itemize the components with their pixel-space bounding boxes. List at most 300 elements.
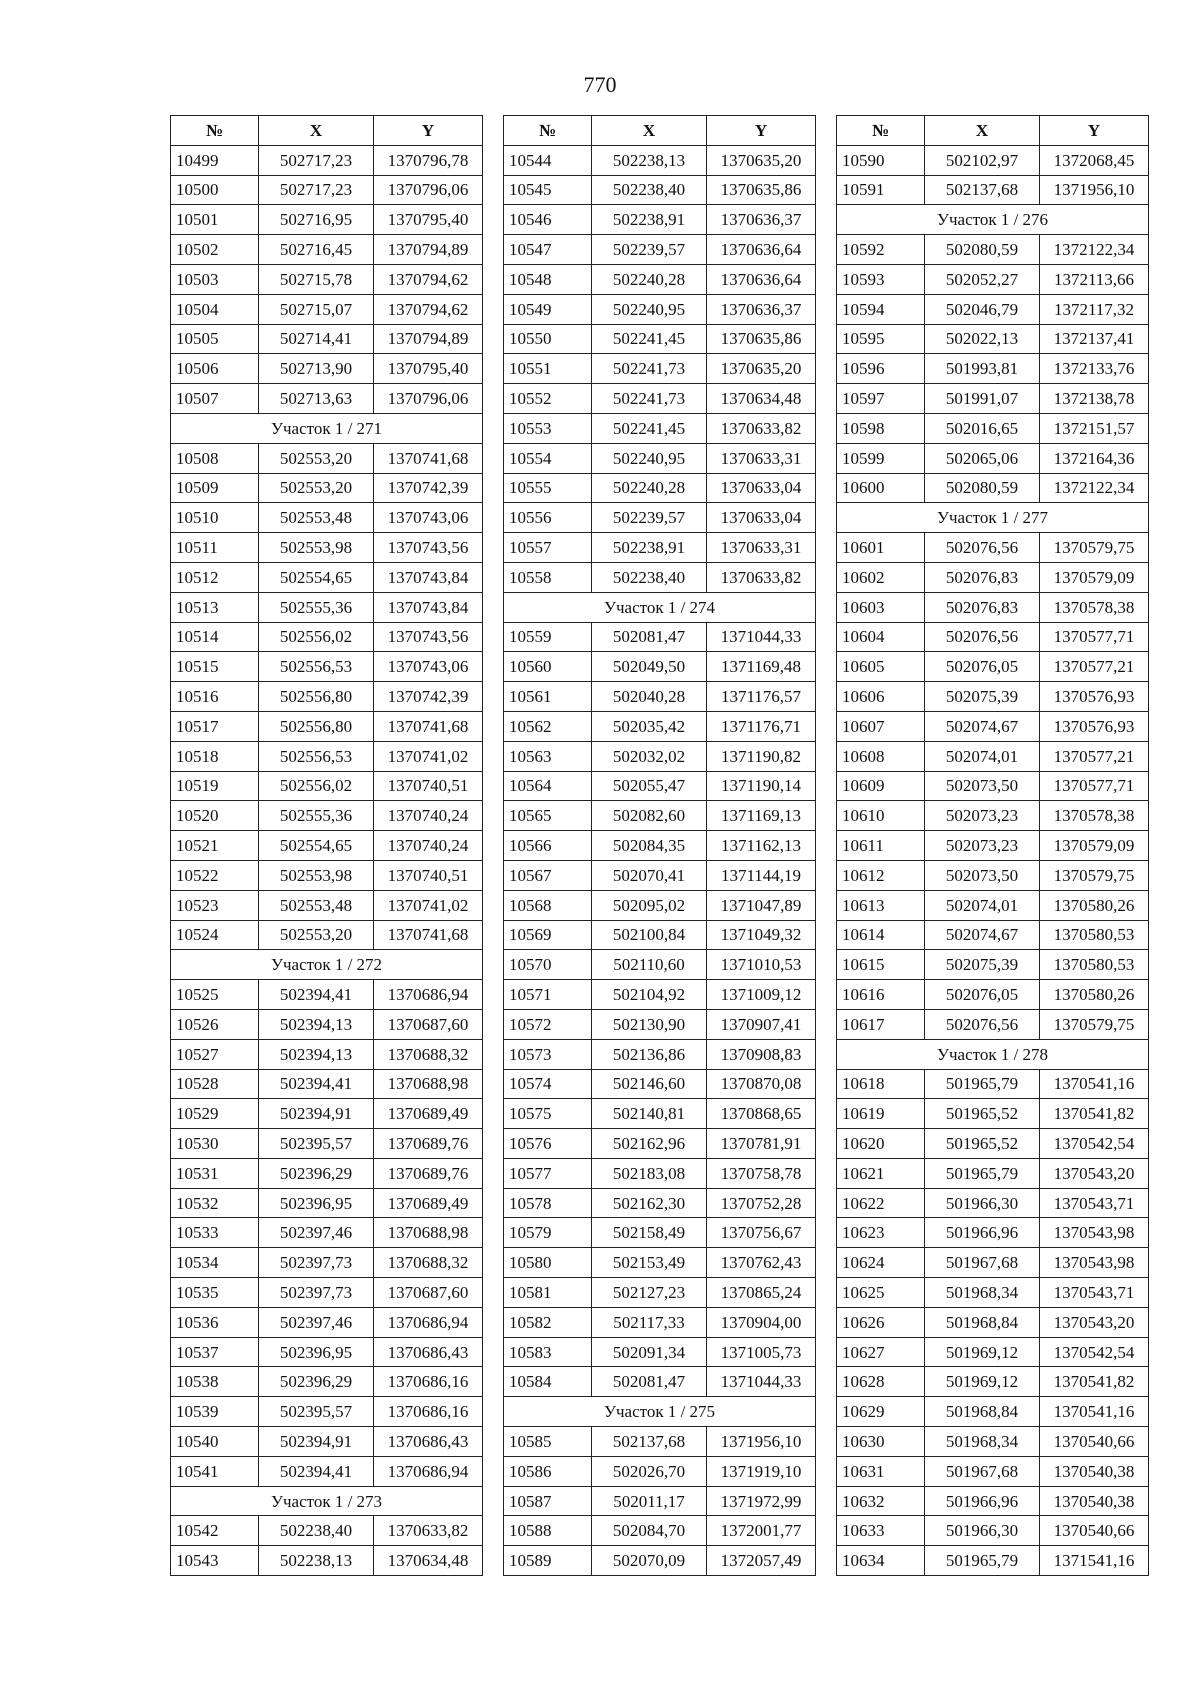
y-coordinate: 1370633,04 bbox=[707, 473, 816, 503]
x-coordinate: 502240,28 bbox=[592, 264, 707, 294]
point-number: 10569 bbox=[504, 920, 592, 950]
table-row bbox=[171, 920, 483, 950]
y-coordinate: 1372122,34 bbox=[1040, 473, 1149, 503]
point-number: 10571 bbox=[504, 980, 592, 1010]
table-row bbox=[171, 1129, 483, 1159]
x-coordinate: 501966,30 bbox=[925, 1188, 1040, 1218]
table-row bbox=[837, 801, 1149, 831]
x-coordinate: 502553,20 bbox=[259, 920, 374, 950]
table-row bbox=[171, 1546, 483, 1576]
y-coordinate: 1370635,20 bbox=[707, 145, 816, 175]
table-row bbox=[171, 622, 483, 652]
x-coordinate: 502238,40 bbox=[592, 562, 707, 592]
table-row bbox=[837, 1427, 1149, 1457]
y-coordinate: 1371919,10 bbox=[707, 1456, 816, 1486]
y-coordinate: 1371162,13 bbox=[707, 831, 816, 861]
y-coordinate: 1370756,67 bbox=[707, 1218, 816, 1248]
point-number: 10601 bbox=[837, 533, 925, 563]
point-number: 10582 bbox=[504, 1307, 592, 1337]
table-row bbox=[171, 175, 483, 205]
x-coordinate: 502238,40 bbox=[592, 175, 707, 205]
point-number: 10619 bbox=[837, 1099, 925, 1129]
table-row bbox=[504, 1456, 816, 1486]
y-coordinate: 1370688,32 bbox=[374, 1039, 483, 1069]
point-number: 10530 bbox=[171, 1129, 259, 1159]
table-row bbox=[171, 1009, 483, 1039]
y-coordinate: 1370686,94 bbox=[374, 980, 483, 1010]
point-number: 10607 bbox=[837, 711, 925, 741]
table-row bbox=[504, 1307, 816, 1337]
x-coordinate: 502394,13 bbox=[259, 1009, 374, 1039]
x-coordinate: 502394,41 bbox=[259, 1069, 374, 1099]
point-number: 10589 bbox=[504, 1546, 592, 1576]
x-coordinate: 502396,95 bbox=[259, 1188, 374, 1218]
y-coordinate: 1370580,26 bbox=[1040, 890, 1149, 920]
table-row bbox=[171, 1397, 483, 1427]
section-title: Участок 1 / 271 bbox=[171, 413, 483, 443]
y-coordinate: 1370689,49 bbox=[374, 1099, 483, 1129]
table-row bbox=[171, 1218, 483, 1248]
table-row bbox=[504, 890, 816, 920]
y-coordinate: 1370781,91 bbox=[707, 1129, 816, 1159]
x-coordinate: 501965,79 bbox=[925, 1158, 1040, 1188]
point-number: 10548 bbox=[504, 264, 592, 294]
y-coordinate: 1370580,26 bbox=[1040, 980, 1149, 1010]
y-coordinate: 1370740,24 bbox=[374, 801, 483, 831]
y-coordinate: 1370686,16 bbox=[374, 1397, 483, 1427]
x-coordinate: 502080,59 bbox=[925, 473, 1040, 503]
point-number: 10568 bbox=[504, 890, 592, 920]
y-coordinate: 1370540,66 bbox=[1040, 1516, 1149, 1546]
x-coordinate: 502240,95 bbox=[592, 294, 707, 324]
table-row bbox=[504, 652, 816, 682]
table-row bbox=[837, 1188, 1149, 1218]
y-coordinate: 1370686,16 bbox=[374, 1367, 483, 1397]
x-coordinate: 502074,01 bbox=[925, 890, 1040, 920]
point-number: 10622 bbox=[837, 1188, 925, 1218]
table-row bbox=[504, 771, 816, 801]
table-row bbox=[837, 1129, 1149, 1159]
y-coordinate: 1372137,41 bbox=[1040, 324, 1149, 354]
point-number: 10563 bbox=[504, 741, 592, 771]
point-number: 10532 bbox=[171, 1188, 259, 1218]
y-coordinate: 1372068,45 bbox=[1040, 145, 1149, 175]
point-number: 10579 bbox=[504, 1218, 592, 1248]
x-coordinate: 502397,46 bbox=[259, 1218, 374, 1248]
section-row bbox=[837, 1039, 1149, 1069]
y-coordinate: 1370794,62 bbox=[374, 294, 483, 324]
table-header bbox=[837, 116, 1149, 146]
table-row bbox=[171, 652, 483, 682]
x-coordinate: 502104,92 bbox=[592, 980, 707, 1010]
x-coordinate: 502553,20 bbox=[259, 443, 374, 473]
point-number: 10559 bbox=[504, 622, 592, 652]
table-row bbox=[504, 1546, 816, 1576]
table-row bbox=[504, 622, 816, 652]
table-row bbox=[504, 384, 816, 414]
x-coordinate: 502055,47 bbox=[592, 771, 707, 801]
y-coordinate: 1370579,09 bbox=[1040, 831, 1149, 861]
table-row bbox=[504, 443, 816, 473]
x-coordinate: 502394,41 bbox=[259, 980, 374, 1010]
x-coordinate: 502117,33 bbox=[592, 1307, 707, 1337]
x-coordinate: 502130,90 bbox=[592, 1009, 707, 1039]
point-number: 10585 bbox=[504, 1427, 592, 1457]
header-y: Y bbox=[1040, 116, 1149, 146]
y-coordinate: 1370540,38 bbox=[1040, 1486, 1149, 1516]
y-coordinate: 1371049,32 bbox=[707, 920, 816, 950]
y-coordinate: 1370633,31 bbox=[707, 443, 816, 473]
x-coordinate: 501965,52 bbox=[925, 1129, 1040, 1159]
section-title: Участок 1 / 272 bbox=[171, 950, 483, 980]
coordinates-table-2 bbox=[503, 115, 816, 1576]
point-number: 10621 bbox=[837, 1158, 925, 1188]
x-coordinate: 502556,53 bbox=[259, 652, 374, 682]
point-number: 10577 bbox=[504, 1158, 592, 1188]
y-coordinate: 1370687,60 bbox=[374, 1009, 483, 1039]
y-coordinate: 1370633,31 bbox=[707, 533, 816, 563]
x-coordinate: 502026,70 bbox=[592, 1456, 707, 1486]
table-row bbox=[837, 920, 1149, 950]
point-number: 10575 bbox=[504, 1099, 592, 1129]
point-number: 10556 bbox=[504, 503, 592, 533]
point-number: 10524 bbox=[171, 920, 259, 950]
x-coordinate: 502076,56 bbox=[925, 622, 1040, 652]
x-coordinate: 501965,79 bbox=[925, 1069, 1040, 1099]
point-number: 10550 bbox=[504, 324, 592, 354]
point-number: 10500 bbox=[171, 175, 259, 205]
x-coordinate: 502716,45 bbox=[259, 235, 374, 265]
point-number: 10537 bbox=[171, 1337, 259, 1367]
table-row bbox=[837, 1099, 1149, 1129]
section-row bbox=[171, 413, 483, 443]
point-number: 10561 bbox=[504, 682, 592, 712]
point-number: 10506 bbox=[171, 354, 259, 384]
y-coordinate: 1370687,60 bbox=[374, 1278, 483, 1308]
point-number: 10538 bbox=[171, 1367, 259, 1397]
y-coordinate: 1372138,78 bbox=[1040, 384, 1149, 414]
y-coordinate: 1370686,43 bbox=[374, 1427, 483, 1457]
x-coordinate: 502238,91 bbox=[592, 205, 707, 235]
table-row bbox=[504, 503, 816, 533]
y-coordinate: 1370796,06 bbox=[374, 384, 483, 414]
table-row bbox=[504, 533, 816, 563]
point-number: 10541 bbox=[171, 1456, 259, 1486]
header-number: № bbox=[837, 116, 925, 146]
y-coordinate: 1371044,33 bbox=[707, 1367, 816, 1397]
table-row bbox=[837, 1337, 1149, 1367]
x-coordinate: 502076,56 bbox=[925, 1009, 1040, 1039]
y-coordinate: 1372117,32 bbox=[1040, 294, 1149, 324]
y-coordinate: 1370870,08 bbox=[707, 1069, 816, 1099]
y-coordinate: 1370743,06 bbox=[374, 503, 483, 533]
table-row bbox=[504, 1129, 816, 1159]
y-coordinate: 1370633,82 bbox=[707, 413, 816, 443]
y-coordinate: 1370636,64 bbox=[707, 264, 816, 294]
x-coordinate: 502553,98 bbox=[259, 533, 374, 563]
x-coordinate: 502555,36 bbox=[259, 592, 374, 622]
table-row bbox=[171, 1307, 483, 1337]
y-coordinate: 1371190,82 bbox=[707, 741, 816, 771]
table-row bbox=[171, 1158, 483, 1188]
table-row bbox=[837, 264, 1149, 294]
x-coordinate: 501965,52 bbox=[925, 1099, 1040, 1129]
table-row bbox=[504, 175, 816, 205]
x-coordinate: 502239,57 bbox=[592, 503, 707, 533]
x-coordinate: 502074,67 bbox=[925, 711, 1040, 741]
table-row bbox=[171, 1516, 483, 1546]
y-coordinate: 1371010,53 bbox=[707, 950, 816, 980]
section-row bbox=[837, 205, 1149, 235]
table-row bbox=[837, 1307, 1149, 1337]
point-number: 10531 bbox=[171, 1158, 259, 1188]
table-row bbox=[171, 682, 483, 712]
table-row bbox=[171, 503, 483, 533]
point-number: 10560 bbox=[504, 652, 592, 682]
x-coordinate: 502394,91 bbox=[259, 1099, 374, 1129]
y-coordinate: 1370540,38 bbox=[1040, 1456, 1149, 1486]
table-row bbox=[171, 324, 483, 354]
x-coordinate: 502073,23 bbox=[925, 801, 1040, 831]
table-row bbox=[504, 1367, 816, 1397]
table-row bbox=[171, 860, 483, 890]
x-coordinate: 501993,81 bbox=[925, 354, 1040, 384]
table-row bbox=[171, 711, 483, 741]
y-coordinate: 1370904,00 bbox=[707, 1307, 816, 1337]
point-number: 10612 bbox=[837, 860, 925, 890]
table-row bbox=[504, 473, 816, 503]
y-coordinate: 1370743,56 bbox=[374, 622, 483, 652]
point-number: 10514 bbox=[171, 622, 259, 652]
table-row bbox=[504, 1278, 816, 1308]
x-coordinate: 502146,60 bbox=[592, 1069, 707, 1099]
table-row bbox=[504, 682, 816, 712]
point-number: 10509 bbox=[171, 473, 259, 503]
x-coordinate: 502011,17 bbox=[592, 1486, 707, 1516]
y-coordinate: 1370636,64 bbox=[707, 235, 816, 265]
table-row bbox=[171, 473, 483, 503]
point-number: 10604 bbox=[837, 622, 925, 652]
x-coordinate: 502091,34 bbox=[592, 1337, 707, 1367]
y-coordinate: 1370540,66 bbox=[1040, 1427, 1149, 1457]
x-coordinate: 502102,97 bbox=[925, 145, 1040, 175]
x-coordinate: 502084,70 bbox=[592, 1516, 707, 1546]
point-number: 10508 bbox=[171, 443, 259, 473]
table-row bbox=[504, 1337, 816, 1367]
point-number: 10519 bbox=[171, 771, 259, 801]
point-number: 10600 bbox=[837, 473, 925, 503]
table-row bbox=[504, 1009, 816, 1039]
point-number: 10551 bbox=[504, 354, 592, 384]
y-coordinate: 1371190,14 bbox=[707, 771, 816, 801]
y-coordinate: 1370576,93 bbox=[1040, 711, 1149, 741]
point-number: 10517 bbox=[171, 711, 259, 741]
point-number: 10587 bbox=[504, 1486, 592, 1516]
table-row bbox=[837, 1486, 1149, 1516]
point-number: 10505 bbox=[171, 324, 259, 354]
point-number: 10632 bbox=[837, 1486, 925, 1516]
point-number: 10527 bbox=[171, 1039, 259, 1069]
x-coordinate: 502040,28 bbox=[592, 682, 707, 712]
x-coordinate: 502397,73 bbox=[259, 1248, 374, 1278]
y-coordinate: 1370580,53 bbox=[1040, 920, 1149, 950]
y-coordinate: 1372113,66 bbox=[1040, 264, 1149, 294]
x-coordinate: 502073,50 bbox=[925, 771, 1040, 801]
point-number: 10570 bbox=[504, 950, 592, 980]
section-title: Участок 1 / 273 bbox=[171, 1486, 483, 1516]
table-row bbox=[171, 443, 483, 473]
y-coordinate: 1370542,54 bbox=[1040, 1129, 1149, 1159]
y-coordinate: 1370577,71 bbox=[1040, 771, 1149, 801]
x-coordinate: 502555,36 bbox=[259, 801, 374, 831]
x-coordinate: 502394,91 bbox=[259, 1427, 374, 1457]
y-coordinate: 1370543,20 bbox=[1040, 1158, 1149, 1188]
point-number: 10629 bbox=[837, 1397, 925, 1427]
x-coordinate: 502241,45 bbox=[592, 324, 707, 354]
point-number: 10608 bbox=[837, 741, 925, 771]
y-coordinate: 1370635,20 bbox=[707, 354, 816, 384]
table-row bbox=[171, 1248, 483, 1278]
table-row bbox=[171, 592, 483, 622]
x-coordinate: 502241,73 bbox=[592, 384, 707, 414]
point-number: 10534 bbox=[171, 1248, 259, 1278]
y-coordinate: 1372122,34 bbox=[1040, 235, 1149, 265]
table-row bbox=[837, 980, 1149, 1010]
x-coordinate: 502081,47 bbox=[592, 1367, 707, 1397]
y-coordinate: 1370579,75 bbox=[1040, 860, 1149, 890]
x-coordinate: 502556,53 bbox=[259, 741, 374, 771]
point-number: 10631 bbox=[837, 1456, 925, 1486]
x-coordinate: 502396,95 bbox=[259, 1337, 374, 1367]
point-number: 10633 bbox=[837, 1516, 925, 1546]
section-title: Участок 1 / 274 bbox=[504, 592, 816, 622]
point-number: 10544 bbox=[504, 145, 592, 175]
y-coordinate: 1370686,94 bbox=[374, 1456, 483, 1486]
point-number: 10567 bbox=[504, 860, 592, 890]
table-row bbox=[171, 1367, 483, 1397]
table-row bbox=[837, 622, 1149, 652]
y-coordinate: 1371972,99 bbox=[707, 1486, 816, 1516]
table-row bbox=[171, 1456, 483, 1486]
x-coordinate: 502394,41 bbox=[259, 1456, 374, 1486]
x-coordinate: 502238,13 bbox=[259, 1546, 374, 1576]
x-coordinate: 502240,28 bbox=[592, 473, 707, 503]
x-coordinate: 502717,23 bbox=[259, 175, 374, 205]
y-coordinate: 1371541,16 bbox=[1040, 1546, 1149, 1576]
y-coordinate: 1370580,53 bbox=[1040, 950, 1149, 980]
table-header bbox=[171, 116, 483, 146]
section-row bbox=[504, 592, 816, 622]
x-coordinate: 502396,29 bbox=[259, 1158, 374, 1188]
table-row bbox=[837, 1009, 1149, 1039]
x-coordinate: 502022,13 bbox=[925, 324, 1040, 354]
section-row bbox=[504, 1397, 816, 1427]
table-row bbox=[837, 1069, 1149, 1099]
point-number: 10583 bbox=[504, 1337, 592, 1367]
x-coordinate: 501968,34 bbox=[925, 1427, 1040, 1457]
table-row bbox=[171, 205, 483, 235]
header-number: № bbox=[504, 116, 592, 146]
table-row bbox=[171, 562, 483, 592]
table-row bbox=[837, 1248, 1149, 1278]
x-coordinate: 502240,95 bbox=[592, 443, 707, 473]
table-row bbox=[504, 831, 816, 861]
x-coordinate: 502553,48 bbox=[259, 890, 374, 920]
x-coordinate: 502397,73 bbox=[259, 1278, 374, 1308]
point-number: 10565 bbox=[504, 801, 592, 831]
y-coordinate: 1372151,57 bbox=[1040, 413, 1149, 443]
table-row bbox=[837, 324, 1149, 354]
x-coordinate: 502035,42 bbox=[592, 711, 707, 741]
y-coordinate: 1370865,24 bbox=[707, 1278, 816, 1308]
point-number: 10628 bbox=[837, 1367, 925, 1397]
x-coordinate: 502553,98 bbox=[259, 860, 374, 890]
x-coordinate: 501967,68 bbox=[925, 1248, 1040, 1278]
x-coordinate: 502396,29 bbox=[259, 1367, 374, 1397]
y-coordinate: 1370758,78 bbox=[707, 1158, 816, 1188]
y-coordinate: 1370543,71 bbox=[1040, 1278, 1149, 1308]
y-coordinate: 1370743,06 bbox=[374, 652, 483, 682]
x-coordinate: 502553,20 bbox=[259, 473, 374, 503]
header-y: Y bbox=[374, 116, 483, 146]
table-row bbox=[837, 294, 1149, 324]
point-number: 10554 bbox=[504, 443, 592, 473]
y-coordinate: 1370543,98 bbox=[1040, 1248, 1149, 1278]
table-row bbox=[837, 235, 1149, 265]
y-coordinate: 1372001,77 bbox=[707, 1516, 816, 1546]
x-coordinate: 502032,02 bbox=[592, 741, 707, 771]
table-row bbox=[504, 1069, 816, 1099]
y-coordinate: 1370579,75 bbox=[1040, 1009, 1149, 1039]
y-coordinate: 1370796,78 bbox=[374, 145, 483, 175]
point-number: 10562 bbox=[504, 711, 592, 741]
y-coordinate: 1371005,73 bbox=[707, 1337, 816, 1367]
x-coordinate: 502076,05 bbox=[925, 980, 1040, 1010]
point-number: 10626 bbox=[837, 1307, 925, 1337]
table-row bbox=[504, 1188, 816, 1218]
point-number: 10611 bbox=[837, 831, 925, 861]
table-row bbox=[837, 682, 1149, 712]
y-coordinate: 1370795,40 bbox=[374, 205, 483, 235]
x-coordinate: 501968,34 bbox=[925, 1278, 1040, 1308]
table-row bbox=[171, 1039, 483, 1069]
y-coordinate: 1370740,51 bbox=[374, 771, 483, 801]
point-number: 10574 bbox=[504, 1069, 592, 1099]
table-row bbox=[171, 1188, 483, 1218]
table-row bbox=[171, 145, 483, 175]
point-number: 10614 bbox=[837, 920, 925, 950]
y-coordinate: 1370689,76 bbox=[374, 1129, 483, 1159]
header-x: X bbox=[259, 116, 374, 146]
table-row bbox=[837, 443, 1149, 473]
point-number: 10615 bbox=[837, 950, 925, 980]
y-coordinate: 1370636,37 bbox=[707, 205, 816, 235]
y-coordinate: 1371956,10 bbox=[1040, 175, 1149, 205]
x-coordinate: 502073,23 bbox=[925, 831, 1040, 861]
x-coordinate: 502084,35 bbox=[592, 831, 707, 861]
table-row bbox=[171, 1099, 483, 1129]
table-row bbox=[171, 264, 483, 294]
table-row bbox=[504, 801, 816, 831]
table-row bbox=[171, 354, 483, 384]
point-number: 10512 bbox=[171, 562, 259, 592]
point-number: 10507 bbox=[171, 384, 259, 414]
y-coordinate: 1370907,41 bbox=[707, 1009, 816, 1039]
point-number: 10624 bbox=[837, 1248, 925, 1278]
y-coordinate: 1370794,62 bbox=[374, 264, 483, 294]
x-coordinate: 502394,13 bbox=[259, 1039, 374, 1069]
x-coordinate: 502395,57 bbox=[259, 1397, 374, 1427]
